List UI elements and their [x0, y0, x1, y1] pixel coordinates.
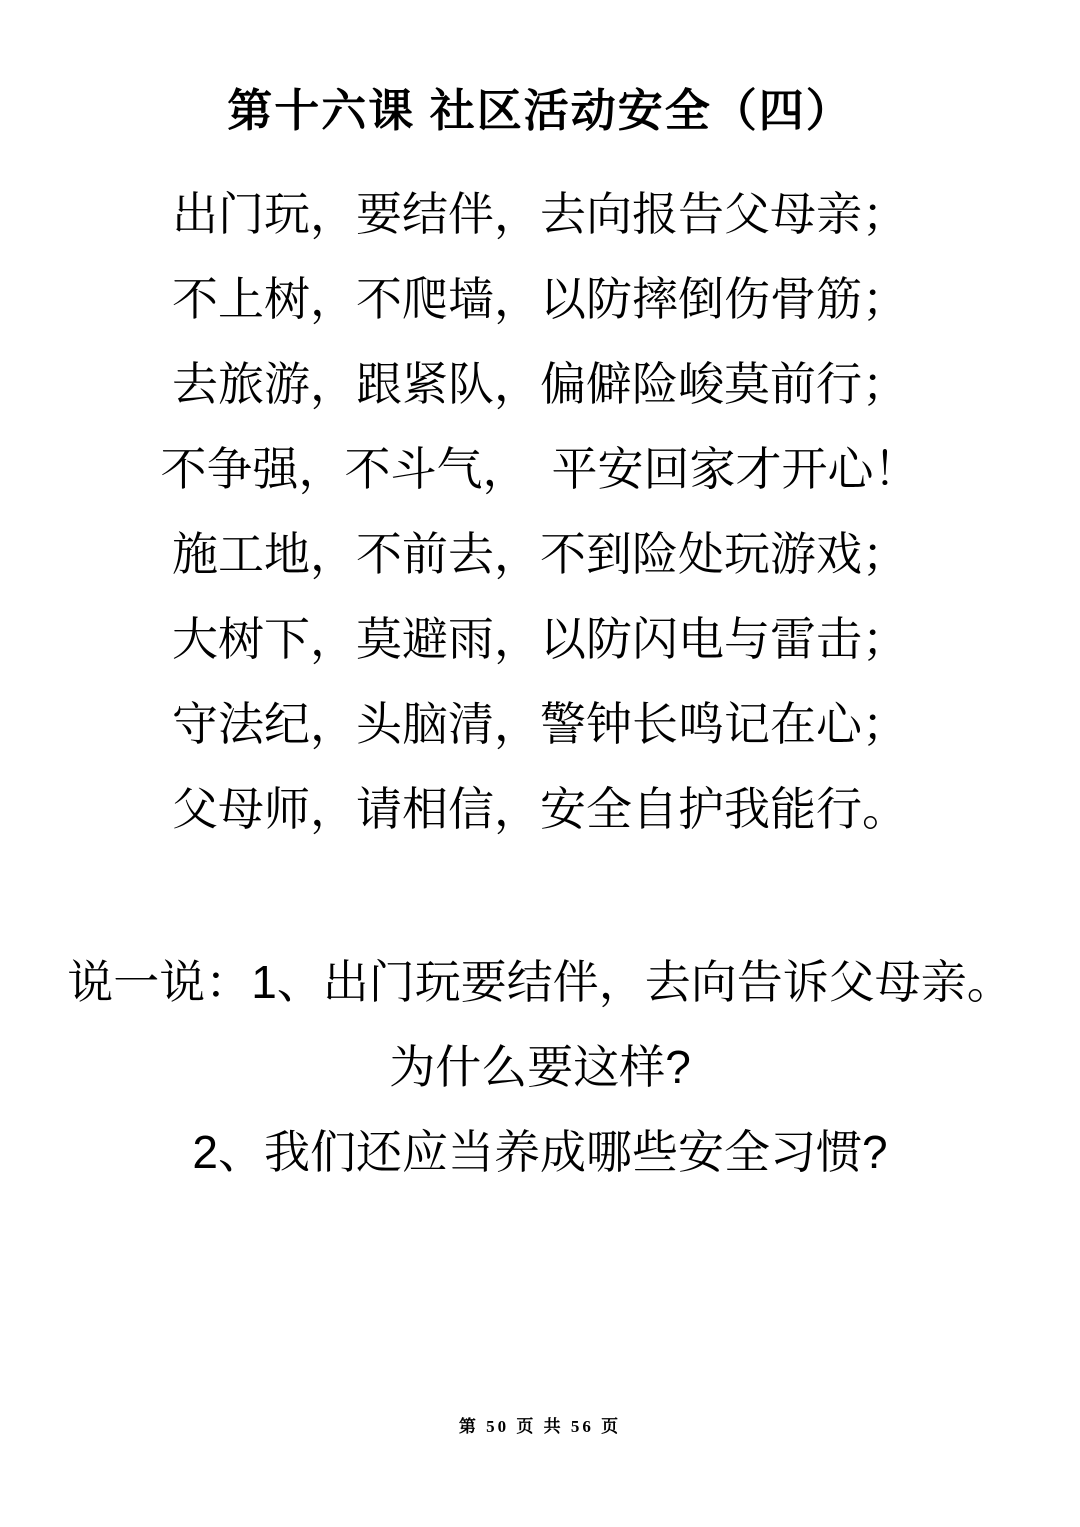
lesson-title: 第十六课 社区活动安全（四）: [227, 85, 853, 136]
question-1-part-1: 说一说：1、出门玩要结伴，去向告诉父母亲。: [67, 956, 1013, 1008]
safety-rhyme: [0, 172, 1080, 852]
rhyme-line: 守法纪，头脑清，警钟长鸣记在心；: [172, 698, 908, 750]
rhyme-line: 不上树，不爬墙，以防摔倒伤骨筋；: [172, 273, 908, 325]
rhyme-line: 大树下，莫避雨，以防闪电与雷击；: [172, 613, 908, 665]
rhyme-line: 出门玩，要结伴，去向报告父母亲；: [172, 188, 908, 240]
rhyme-line: 父母师，请相信，安全自护我能行。: [172, 783, 908, 835]
question-2: 2、我们还应当养成哪些安全习惯?: [192, 1126, 888, 1178]
rhyme-line: 去旅游，跟紧队，偏僻险峻莫前行；: [172, 358, 908, 410]
discussion-section: [0, 940, 1080, 1195]
rhyme-line: 施工地，不前去，不到险处玩游戏；: [172, 528, 908, 580]
rhyme-line: 不争强，不斗气， 平安回家才开心！: [160, 443, 920, 495]
question-1-part-2: 为什么要这样?: [389, 1041, 691, 1093]
page-number-footer: 第 50 页 共 56 页: [458, 1417, 622, 1436]
